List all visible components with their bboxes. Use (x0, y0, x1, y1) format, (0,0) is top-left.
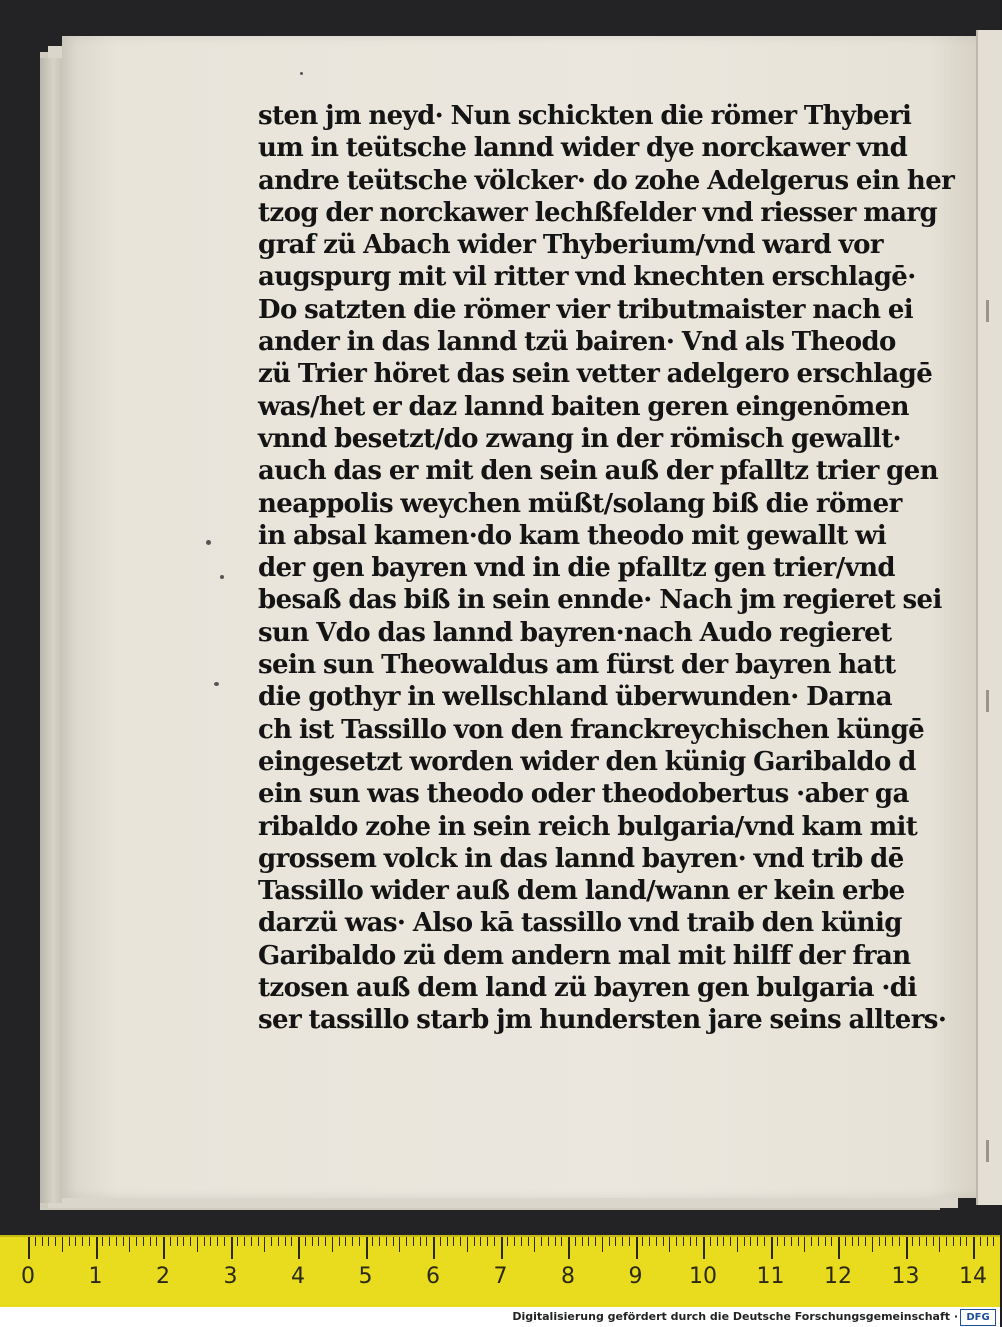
ruler-tick (629, 1237, 630, 1246)
ruler-tick (48, 1237, 49, 1246)
ruler-tick (953, 1237, 954, 1246)
ruler-tick (669, 1237, 670, 1252)
ruler-tick (865, 1237, 866, 1246)
ink-speck (206, 540, 211, 545)
text-line: sein sun Theowaldus am fürst der bayren hatt (258, 650, 896, 681)
ruler-number: 10 (689, 1264, 717, 1289)
ruler-tick (109, 1237, 110, 1246)
ruler-tick (116, 1237, 117, 1246)
ruler-tick (939, 1237, 940, 1252)
text-line: der gen bayren vnd in die pfalltz gen trier/vnd (258, 553, 895, 584)
ruler-tick (28, 1237, 30, 1259)
ruler-tick (217, 1237, 218, 1246)
ruler-tick (123, 1237, 124, 1246)
ruler-tick (602, 1237, 603, 1252)
ruler-tick (642, 1237, 643, 1246)
ruler-tick (69, 1237, 70, 1246)
text-line: tzog der norckawer lechßfelder vnd riesser marg (258, 197, 938, 228)
text-line: zü Trier höret das sein vetter adelgero erschlagē (258, 359, 933, 390)
text-line: darzü was· Also kā tassillo vnd traib den künig (258, 908, 902, 939)
page-edge (40, 58, 62, 1203)
dfg-logo: DFG (960, 1309, 996, 1326)
ruler-tick (690, 1237, 691, 1246)
ruler-tick (993, 1237, 994, 1246)
ruler-number: 12 (824, 1264, 852, 1289)
ruler-tick (514, 1237, 515, 1246)
text-line: tzosen auß dem land zü bayren gen bulgaria ·di (258, 973, 917, 1004)
text-line: besaß das biß in sein ennde· Nach jm regieret sei (258, 585, 942, 616)
text-line: ser tassillo starb jm hundersten jare seins allters· (258, 1005, 947, 1036)
ruler-tick (447, 1237, 448, 1246)
ruler-tick (717, 1237, 718, 1246)
ruler-tick (231, 1237, 233, 1259)
ruler-number: 8 (561, 1264, 575, 1289)
ruler-tick (339, 1237, 340, 1246)
ruler-tick (683, 1237, 684, 1246)
ruler-tick (379, 1237, 380, 1246)
ruler-tick (764, 1237, 765, 1246)
ruler-tick (946, 1237, 947, 1246)
ruler-tick (75, 1237, 76, 1246)
text-line: sun Vdo das lannd bayren·nach Audo regieret (258, 617, 892, 648)
ruler-tick (676, 1237, 677, 1246)
ruler-tick (163, 1237, 165, 1259)
ruler-tick (852, 1237, 853, 1246)
ruler-number: 4 (291, 1264, 305, 1289)
ruler-tick (757, 1237, 758, 1246)
text-line: grossem volck in das lannd bayren· vnd trib dē (258, 843, 904, 874)
ruler-tick (744, 1237, 745, 1246)
ruler-tick (791, 1237, 792, 1246)
ruler-number: 3 (223, 1264, 238, 1289)
page-text (258, 100, 955, 1037)
ruler-tick (453, 1237, 454, 1246)
ruler-tick (89, 1237, 90, 1246)
next-page-edge (976, 30, 1002, 1205)
text-line: ein sun was theodo oder theodobertus ·aber ga (258, 779, 909, 810)
ruler-tick (609, 1237, 610, 1246)
ruler-tick (831, 1237, 832, 1246)
ruler-tick (237, 1237, 238, 1246)
text-line: neappolis weychen müßt/solang biß die römer (258, 488, 902, 519)
measurement-ruler (0, 1235, 1000, 1311)
ruler-tick (35, 1237, 36, 1246)
ruler-tick (420, 1237, 421, 1246)
ruler-number: 9 (628, 1264, 643, 1289)
text-line: auch das er mit den sein auß der pfalltz trier gen (258, 456, 939, 487)
ruler-tick (494, 1237, 495, 1246)
text-line: die gothyr in wellschland überwunden· Darna (258, 682, 892, 713)
ruler-tick (413, 1237, 414, 1246)
ruler-number: 5 (358, 1264, 373, 1289)
ruler-tick (170, 1237, 171, 1246)
ruler-tick (244, 1237, 245, 1246)
ruler-number: 6 (426, 1264, 440, 1289)
ruler-tick (136, 1237, 137, 1246)
ruler-tick (372, 1237, 373, 1246)
ruler-tick (480, 1237, 481, 1246)
ruler-tick (433, 1237, 435, 1259)
ruler-tick (737, 1237, 738, 1252)
ruler-tick (190, 1237, 191, 1246)
ruler-tick (561, 1237, 562, 1246)
text-line: augspurg mit vil ritter vnd knechten erschlagē· (258, 262, 916, 293)
ruler-number: 11 (756, 1264, 785, 1289)
ruler-tick (912, 1237, 913, 1246)
ruler-tick (845, 1237, 846, 1246)
ruler-tick (966, 1237, 967, 1246)
ruler-tick (487, 1237, 488, 1246)
ruler-tick (183, 1237, 184, 1246)
ruler-tick (534, 1237, 535, 1252)
ruler-number: 14 (959, 1264, 987, 1289)
ruler-tick (426, 1237, 427, 1246)
ruler-tick (352, 1237, 353, 1246)
ruler-tick (393, 1237, 394, 1246)
ruler-tick (798, 1237, 799, 1246)
ruler-tick (656, 1237, 657, 1246)
ruler-number: 0 (21, 1264, 35, 1289)
ruler-tick (588, 1237, 589, 1246)
ruler-tick (251, 1237, 252, 1246)
ruler-tick (575, 1237, 576, 1246)
ruler-tick (926, 1237, 927, 1246)
ruler-tick (345, 1237, 346, 1246)
ruler-tick (406, 1237, 407, 1246)
ruler-tick (879, 1237, 880, 1246)
ruler-tick (858, 1237, 859, 1246)
ruler-tick (872, 1237, 873, 1252)
ruler-tick (771, 1237, 773, 1259)
ruler-tick (723, 1237, 724, 1246)
ruler-tick (96, 1237, 98, 1259)
ruler-tick (264, 1237, 265, 1252)
ink-speck (214, 682, 219, 686)
ruler-tick (818, 1237, 819, 1246)
ruler-tick (460, 1237, 461, 1246)
ruler-tick (582, 1237, 583, 1246)
ruler-tick (62, 1237, 63, 1252)
text-line: Tassillo wider auß dem land/wann er kein erbe (258, 876, 905, 907)
ruler-tick (777, 1237, 778, 1246)
text-line: ander in das lannd tzü bairen· Vnd als Theodo (258, 327, 896, 358)
ruler-tick (568, 1237, 570, 1259)
binding-stitch (986, 1140, 989, 1162)
ruler-tick (710, 1237, 711, 1246)
text-line: Do satzten die römer vier tributmaister nach ei (258, 294, 914, 325)
ruler-tick (197, 1237, 198, 1252)
ruler-tick (541, 1237, 542, 1246)
ruler-tick (291, 1237, 292, 1246)
ruler-tick (663, 1237, 664, 1246)
ruler-tick (82, 1237, 83, 1246)
ruler-tick (906, 1237, 908, 1259)
ruler-tick (224, 1237, 225, 1246)
ruler-tick (305, 1237, 306, 1246)
ruler-tick (521, 1237, 522, 1246)
ruler-tick (440, 1237, 441, 1246)
text-line: vnnd besetzt/do zwang in der römisch gewallt· (258, 423, 901, 454)
text-line: graf zü Abach wider Thyberium/vnd ward vor (258, 230, 883, 261)
ruler-tick (804, 1237, 805, 1252)
text-line: ribaldo zohe in sein reich bulgaria/vnd kam mit (258, 811, 918, 842)
ruler-tick (696, 1237, 697, 1246)
binding-stitch (986, 300, 989, 322)
ruler-tick (933, 1237, 934, 1246)
ruler-tick (980, 1237, 981, 1246)
ruler-tick (285, 1237, 286, 1246)
ruler-number: 13 (891, 1264, 920, 1289)
ruler-tick (42, 1237, 43, 1246)
ruler-tick (210, 1237, 211, 1246)
ruler-tick (555, 1237, 556, 1246)
ruler-tick (278, 1237, 279, 1246)
ruler-tick (892, 1237, 893, 1246)
ruler-tick (528, 1237, 529, 1246)
ruler-tick (649, 1237, 650, 1246)
text-line: sten jm neyd· Nun schickten die römer Thyberi (258, 101, 912, 131)
ruler-tick (636, 1237, 638, 1259)
text-line: Garibaldo zü dem andern mal mit hilff der fran (258, 940, 911, 971)
ruler-tick (595, 1237, 596, 1246)
ruler-tick (102, 1237, 103, 1246)
ruler-tick (548, 1237, 549, 1246)
ruler-number: 2 (156, 1264, 170, 1289)
ruler-tick (467, 1237, 468, 1252)
ruler-tick (973, 1237, 975, 1259)
ruler-tick (622, 1237, 623, 1246)
ruler-number: 7 (493, 1264, 508, 1289)
ruler-number: 1 (88, 1264, 103, 1289)
ruler-tick (825, 1237, 826, 1246)
text-line: eingesetzt worden wider den künig Garibaldo d (258, 746, 916, 777)
ruler-tick (55, 1237, 56, 1246)
ruler-tick (318, 1237, 319, 1246)
ruler-tick (885, 1237, 886, 1246)
ruler-tick (838, 1237, 840, 1259)
ruler-tick (730, 1237, 731, 1246)
ruler-tick (129, 1237, 130, 1252)
ruler-tick (703, 1237, 705, 1259)
ruler-tick (784, 1237, 785, 1246)
ruler-tick (332, 1237, 333, 1252)
ruler-tick (811, 1237, 812, 1246)
funding-credit: Digitalisierung gefördert durch die Deutsche Forschungsgemeinschaft · (512, 1310, 958, 1323)
ruler-tick (507, 1237, 508, 1246)
ruler-tick (177, 1237, 178, 1246)
ruler-tick (312, 1237, 313, 1246)
ruler-tick (919, 1237, 920, 1246)
ink-speck (220, 575, 224, 579)
ruler-tick (204, 1237, 205, 1246)
ink-speck (300, 72, 303, 75)
ruler-tick (325, 1237, 326, 1246)
footer-bar (0, 1307, 1000, 1327)
ruler-tick (156, 1237, 157, 1246)
ruler-tick (366, 1237, 368, 1259)
ruler-tick (386, 1237, 387, 1246)
ruler-tick (298, 1237, 300, 1259)
ruler-tick (960, 1237, 961, 1246)
text-line: andre teütsche völcker· do zohe Adelgerus ein her (258, 165, 955, 196)
ruler-tick (150, 1237, 151, 1246)
ruler-tick (474, 1237, 475, 1246)
ruler-tick (987, 1237, 988, 1246)
text-line: was/het er daz lannd baiten geren eingenōmen (258, 391, 909, 422)
ruler-tick (359, 1237, 360, 1246)
text-line: in absal kamen·do kam theodo mit gewallt wi (258, 520, 887, 551)
ruler-tick (271, 1237, 272, 1246)
binding-stitch (986, 690, 989, 712)
text-line: um in teütsche lannd wider dye norckawer vnd (258, 133, 908, 164)
ruler-tick (501, 1237, 503, 1259)
ruler-tick (399, 1237, 400, 1252)
ruler-tick (615, 1237, 616, 1246)
ruler-tick (143, 1237, 144, 1246)
ruler-tick (258, 1237, 259, 1246)
ruler-tick (899, 1237, 900, 1246)
ruler-tick (750, 1237, 751, 1246)
text-line: ch ist Tassillo von den franckreychischen küngē (258, 714, 925, 745)
